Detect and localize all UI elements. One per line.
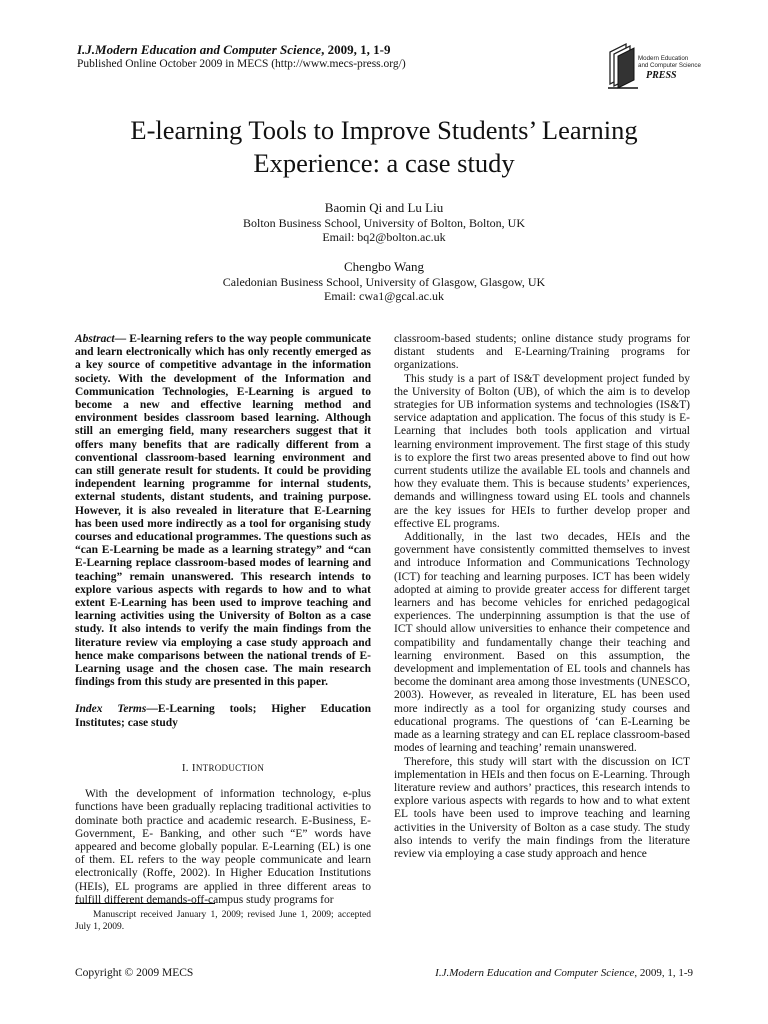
intro-paragraph: With the development of information technology, e-plus functions have been gradually replacing traditional activities to dominate both practice and academic research. E-Business, E-Government, E- Banking, and other such “E” words have appeared and become globally popular. E-Learning (EL) is one of them. EL refers to the way people communicate and learn electronically (Roffe, 2002). In Higher Education Institutions (HEIs), EL programs are applied in three different areas to fulfill different demands-off-campus study programs for bbox=[75, 788, 371, 906]
logo-text-1: Modern Education bbox=[638, 55, 689, 62]
author-email: Email: bq2@bolton.ac.uk bbox=[322, 230, 446, 244]
logo-press: PRESS bbox=[646, 70, 677, 81]
publisher-logo bbox=[604, 40, 701, 90]
footer-journal-name: I.J.Modern Education and Computer Science bbox=[435, 967, 635, 979]
journal-name: I.J.Modern Education and Computer Science bbox=[77, 42, 322, 57]
right-column bbox=[394, 333, 690, 861]
footer-copyright: Copyright © 2009 MECS bbox=[75, 967, 194, 979]
abstract-text: — E-learning refers to the way people communicate and learn electronically which has only recently emerged as a key source of competitive advantage in the information society. With the development of the Information and Communication Technologies, E-Learning is argued to become a new and effective learning method and environment besides classroom based learning. Although still an emerging field, many researchers suggest that it offers many benefits that are radically different from a conventional classroom-based learning environment and can still generate result for students. It could be providing independent learning programme for internal students, external students, distant students, and training purpose. However, it is also revealed in literature that E-Learning has been used more indirectly as a tool for organising study courses and educational programmes. The questions such as “can E-Learning be made as a learning strategy” and “can E-Learning replace classroom-based modes of learning and teaching” remain unanswered. This research intends to explore various aspects with regards to how and to what extent E-Learning has been used to improve teaching and learning activities using the University of Bolton as a case study. It also intends to verify the main findings from the literature review via employing a case study approach and hence make comparisons between the national trends of E-Learning usage and the chosen case. The main research findings from this study are presented in this paper. bbox=[75, 333, 371, 689]
footer-journal-issue: , 2009, 1, 1-9 bbox=[634, 967, 693, 979]
abstract bbox=[75, 333, 371, 689]
section-title: NTRODUCTION bbox=[195, 762, 265, 773]
index-terms-label: Index Terms bbox=[75, 703, 147, 716]
paragraph: Therefore, this study will start with the discussion on ICT implementation in HEIs and then focus on E-Learning. Through literature review and authors’ practices, this research intends to explore various aspects with regards to how and to what extent EL tools have been used to improve teaching and learning activities in the University of Bolton as a case study. The study also intends to verify the main findings from the literature review via employing a case study approach and hence bbox=[394, 755, 690, 860]
section-number: I. I bbox=[181, 761, 196, 774]
footer-journal bbox=[430, 967, 693, 979]
logo-text-2: and Computer Science bbox=[638, 62, 701, 69]
journal-header bbox=[77, 42, 406, 71]
author-affiliation: Bolton Business School, University of Bolton, Bolton, UK bbox=[242, 216, 525, 230]
paragraph: Additionally, in the last two decades, HEIs and the government have consistently committed themselves to invest and introduce Information and Communications Technology (ICT) for teaching and learning purposes. ICT has been widely adopted at aiming to provide greater access for different target learners and has become vehicles for enriched pedagogical experiences. The underpinning assumption is that the use of ICT should allow universities to enhance their competence and compatibility and fundamentally change their teaching and learning environment. Based on this assumption, the development and implementation of EL tools and channels has become the dominant area among those investments (UNESCO, 2003). However, as revealed in literature, EL has been used more indirectly as a tool for organizing study courses and educational programs. The questions of ‘can E-Learning be made as a learning strategy and can EL replace classroom-based modes of learning and teaching’ remain unanswered. bbox=[394, 531, 690, 755]
author-email: Email: cwa1@gcal.ac.uk bbox=[324, 289, 444, 303]
index-terms-text: —E-Learning tools; Higher Education Institutes; case study bbox=[75, 703, 371, 729]
paragraph: This study is a part of IS&T development project funded by the University of Bolton (UB), of which the aim is to develop strategies for UB information systems and technologies (IS&T) service adaptation and application. The focus of this study is E-Learning that includes both tools application and virtual learning environment improvement. The first stage of this study is to explore the first two areas presented above to find out how current students utilize the available EL tools and channels and how they evaluate them. This is because students’ experiences, demands and willingness toward using EL tools and channels are the key issues for HEIs to further develop proper and effective EL programs. bbox=[394, 372, 690, 530]
paper-title bbox=[60, 114, 708, 180]
author-names: Chengbo Wang bbox=[344, 259, 424, 274]
journal-issue: , 2009, 1, 1-9 bbox=[321, 42, 391, 57]
section-heading bbox=[75, 762, 371, 775]
index-terms bbox=[75, 703, 371, 729]
paragraph: classroom-based students; online distance study programs for distant students and E-Learning/Training programs for organizations. bbox=[394, 333, 690, 372]
footnote-rule bbox=[75, 903, 215, 904]
title-line-2: Experience: a case study bbox=[253, 148, 515, 178]
author-names: Baomin Qi and Lu Liu bbox=[324, 200, 444, 215]
left-column bbox=[75, 333, 371, 907]
author-block-2 bbox=[60, 259, 708, 303]
journal-citation bbox=[77, 42, 406, 57]
abstract-label: Abstract bbox=[75, 333, 115, 345]
book-icon bbox=[604, 40, 701, 90]
footnote: Manuscript received January 1, 2009; revised June 1, 2009; accepted July 1, 2009. bbox=[75, 910, 371, 932]
author-affiliation: Caledonian Business School, University of Glasgow, Glasgow, UK bbox=[222, 275, 546, 289]
title-line-1: E-learning Tools to Improve Students’ Learning bbox=[130, 115, 638, 145]
author-block-1 bbox=[60, 200, 708, 244]
published-line: Published Online October 2009 in MECS (http://www.mecs-press.org/) bbox=[77, 58, 406, 70]
